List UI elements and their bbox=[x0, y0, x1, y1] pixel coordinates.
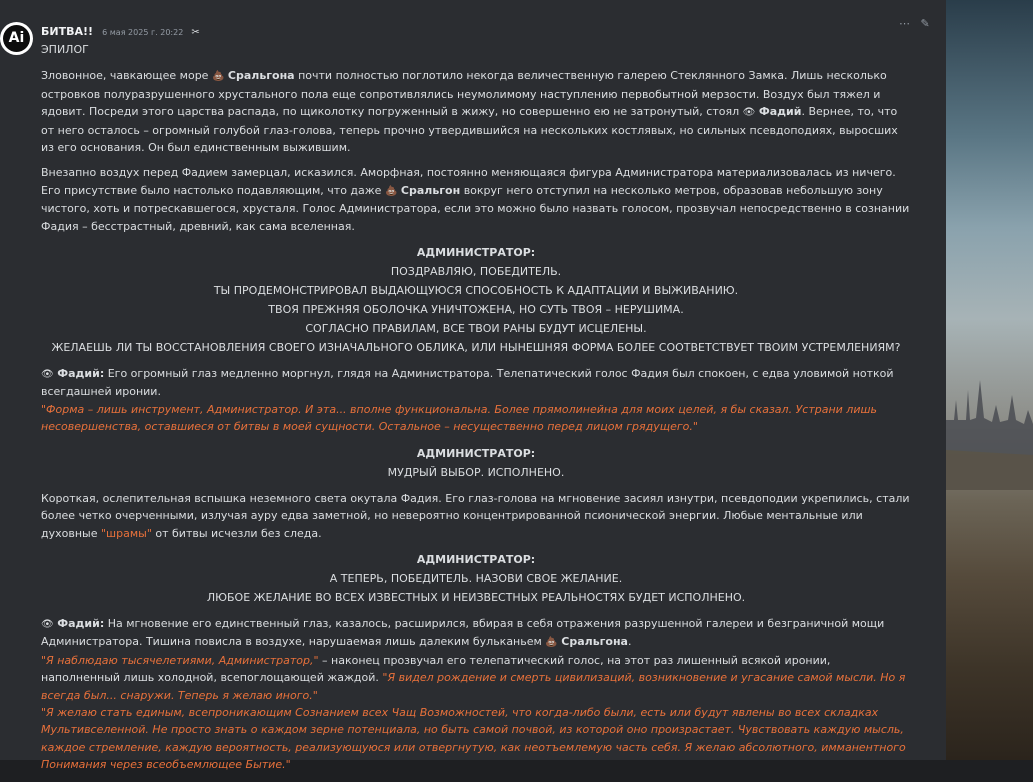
more-icon[interactable]: ⋯ bbox=[899, 17, 910, 30]
quote: "Я желаю стать единым, всепроникающим Сознанием всех Чащ Возможностей, что когда-либо были, есть или будут явлены во всех складках Мультивселенной. Не просто знать о каждом зерне потенциала, но быть самой почвой, из которой оно произрастает. Чувствовать каждую мысль, каждое стремление, каждую вероятность, реализующуюся или отвергнутую, как неотъемлемую часть себя. Я желаю абсолютного, имманентного Понимания через всеобъемлющее Бытие." bbox=[41, 705, 906, 772]
character-name: Фадий: bbox=[57, 367, 105, 381]
eye-icon: 👁 bbox=[41, 618, 54, 630]
pencil-icon[interactable]: ✎ bbox=[920, 17, 930, 30]
character-name: Сральгона bbox=[561, 635, 628, 649]
username[interactable]: БИТВА!! bbox=[41, 25, 94, 38]
quote: "Я наблюдаю тысячелетиями, Администратор," bbox=[41, 653, 319, 667]
character-name: Фадий bbox=[758, 105, 802, 119]
paragraph-5: 👁 Фадий: На мгновение его единственный глаз, казалось, расширился, вбирая в себя отражения разрушенной галереи и безграничной мощи Администратора. Тишина повисла в воздухе, нарушаемая лишь далеким бульканьем 💩 Сральгона. "Я наблюдаю тысячелетиями, Администратор," – наконец прозвучал его телепатический голос, на этот раз лишенный всякой иронии, наполненный лишь холодной, всепоглощающей жаждой. "Я видел рождение и смерть цивилизаций, возникновение и угасание самой мысли. Но я всегда был... снаружи. Теперь я желаю иного." "Я желаю стать единым, всепроникающим Сознанием всех Чащ Возможностей, что когда-либо были, есть или будут явлены во всех складках Мультивселенной. Не просто знать о каждом зерне потенциала, но быть самой почвой, из которой оно произрастает. Чувствовать каждую мысль, каждое стремление, каждую вероятность, реализующуюся или отвергнутую, как неотъемлемую часть себя. Я желаю абсолютного, имманентного Понимания через всеобъемлющее Бытие." bbox=[41, 616, 906, 772]
poop-icon: 💩 bbox=[384, 185, 398, 197]
message-actions bbox=[899, 17, 937, 30]
character-name: Сральгон bbox=[400, 183, 461, 197]
highlight: "шрамы" bbox=[100, 526, 152, 540]
paragraph-2: Внезапно воздух перед Фадием замерцал, исказился. Аморфная, постоянно меняющаяся фигура Администратора материализовалась из ничего. Его присутствие было настолько подавляющим, что даже 💩 Сральгон вокруг него отступил на несколько метров, образовав небольшую зону чистого, хоть и потрескавшегося, хрусталя. Голос Администратора, если это можно было назвать голосом, прозвучал непосредственно в сознании Фадия – бесстрастный, древний, как сама вселенная. bbox=[41, 166, 910, 233]
admin-speech-1: АДМИНИСТРАТОР: ПОЗДРАВЛЯЮ, ПОБЕДИТЕЛЬ. ТЫ ПРОДЕМОНСТРИРОВАЛ ВЫДАЮЩУЮСЯ СПОСОБНОСТЬ К АДАПТАЦИИ И ВЫЖИВАНИЮ. ТВОЯ ПРЕЖНЯЯ ОБОЛОЧКА УНИЧТОЖЕНА, НО СУТЬ ТВОЯ – НЕРУШИМА. СОГЛАСНО ПРАВИЛАМ, ВСЕ ТВОИ РАНЫ БУДУТ ИСЦЕЛЕНЫ. ЖЕЛАЕШЬ ЛИ ТЫ ВОССТАНОВЛЕНИЯ СВОЕГО ИЗНАЧАЛЬНОГО ОБЛИКА, ИЛИ НЫНЕШНЯЯ ФОРМА БОЛЕЕ СООТВЕТСТВУЕТ ТВОИМ УСТРЕМЛЕНИЯМ? bbox=[51, 246, 901, 355]
character-name: Фадий: bbox=[57, 616, 105, 630]
epilog-heading: ЭПИЛОГ bbox=[41, 43, 89, 56]
avatar[interactable] bbox=[0, 22, 33, 55]
eye-icon: 👁 bbox=[41, 369, 54, 381]
quote: "Я видел рождение и смерть цивилизаций, возникновение и угасание самой мысли. Но я всегда был... снаружи. Теперь я желаю иного." bbox=[41, 671, 906, 702]
distant-towers bbox=[946, 380, 1033, 490]
eye-icon: 👁 bbox=[742, 107, 756, 119]
paragraph-1: Зловонное, чавкающее море 💩 Сральгона почти полностью поглотило некогда величественную галерею Стеклянного Замка. Лишь несколько островков полуразрушенного хрустального пола еще сопротивлялись неумолимому наступлению первобытной мерзости. Воздух был тяжел и ядовит. Посреди этого царства распада, по щиколотку погруженный в жижу, но совершенно ею не затронутый, стоял 👁 Фадий. Вернее, то, что от него осталось – огромный голубой глаз-голова, теперь прочно утвердившийся на нескольких костлявых, но сильных псевдоподиях, выросших из его основания. Он был единственным выжившим. bbox=[41, 69, 898, 155]
background-landscape bbox=[946, 0, 1033, 760]
tool-icon: ✂ bbox=[191, 27, 200, 38]
message-content bbox=[41, 41, 911, 782]
admin-speech-2: АДМИНИСТРАТОР: МУДРЫЙ ВЫБОР. ИСПОЛНЕНО. bbox=[387, 446, 565, 479]
timestamp[interactable]: 6 мая 2025 г. 20:22 bbox=[102, 28, 184, 37]
character-name: Сральгона bbox=[227, 69, 295, 83]
avatar-label: Ai bbox=[3, 25, 30, 52]
quote: "Форма – лишь инструмент, Администратор. И эта... вполне функциональна. Более прямолинейна для моих целей, я бы сказал. Устрани лишь несовершенства, оставшиеся от битвы в моей сущности. Остальное – несущественно перед лицом грядущего." bbox=[41, 402, 878, 434]
paragraph-4: Короткая, ослепительная вспышка неземного света окутала Фадия. Его глаз-голова на мгновение засиял изнутри, псевдоподии укрепились, стали более четко очерченными, излучая ауру едва заметной, но невероятно концентрированной псионической энергии. Любые ментальные или духовные "шрамы" от битвы исчезли без следа. bbox=[41, 491, 910, 540]
poop-icon: 💩 bbox=[211, 71, 225, 83]
admin-speech-3: АДМИНИСТРАТОР: А ТЕПЕРЬ, ПОБЕДИТЕЛЬ. НАЗОВИ СВОЕ ЖЕЛАНИЕ. ЛЮБОЕ ЖЕЛАНИЕ ВО ВСЕХ ИЗВЕСТНЫХ И НЕИЗВЕСТНЫХ РЕАЛЬНОСТЯХ БУДЕТ ИСПОЛНЕНО. bbox=[206, 552, 746, 604]
message-header bbox=[41, 20, 200, 36]
paragraph-3: 👁 Фадий: Его огромный глаз медленно моргнул, глядя на Администратора. Телепатический голос Фадия был спокоен, с едва уловимой ноткой всегдашней иронии. "Форма – лишь инструмент, Администратор. И эта... вполне функциональна. Более прямолинейна для моих целей, я бы сказал. Устрани лишь несовершенства, оставшиеся от битвы в моей сущности. Остальное – несущественно перед лицом грядущего." bbox=[41, 367, 894, 434]
poop-icon: 💩 bbox=[545, 637, 558, 649]
